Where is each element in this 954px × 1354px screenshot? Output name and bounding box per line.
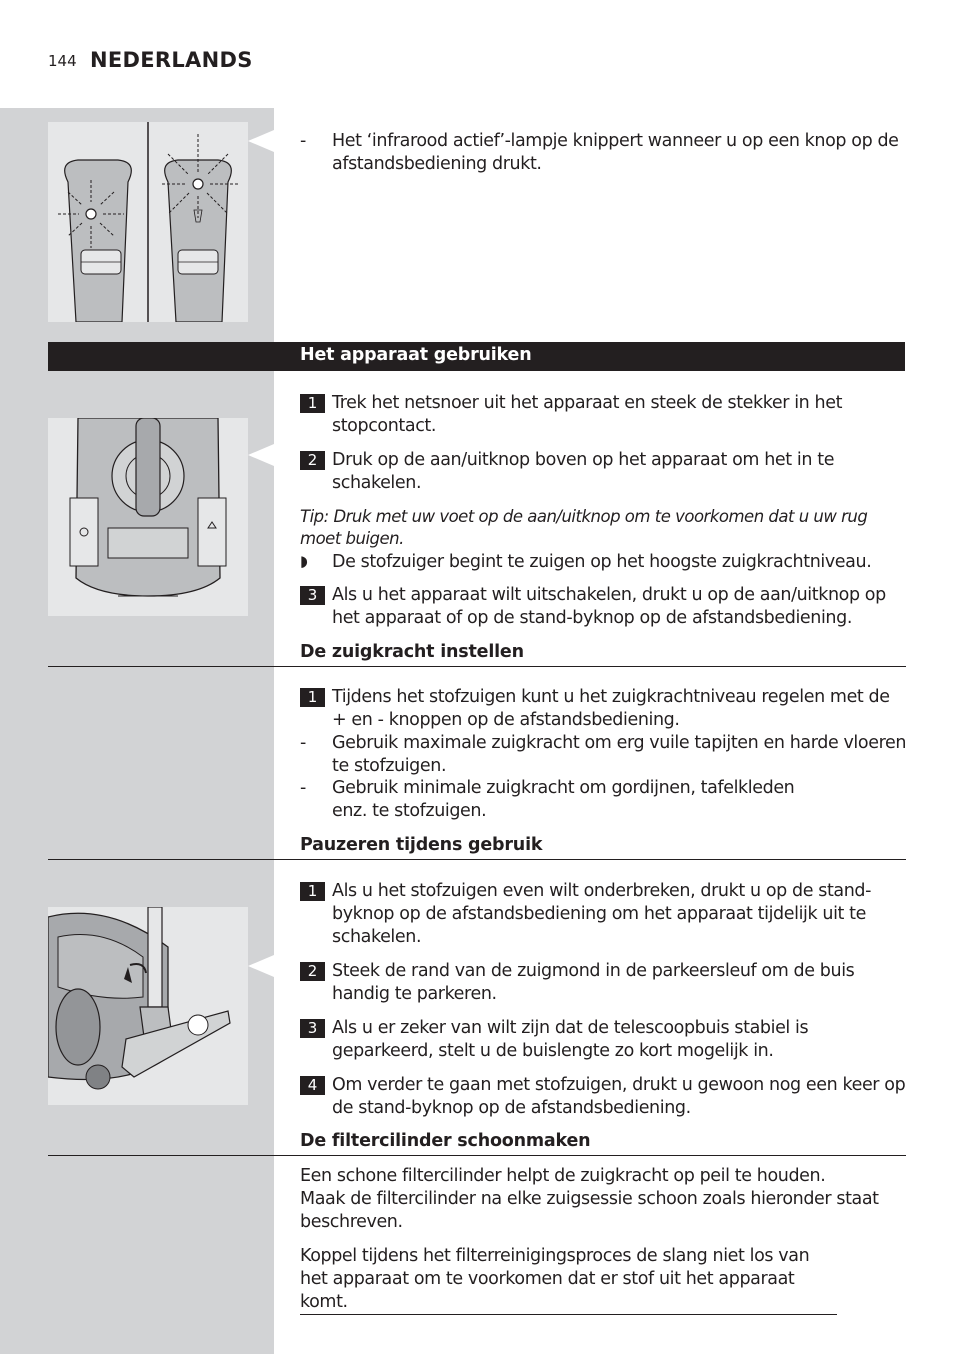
step-text: Trek het netsnoer uit het apparaat en steek de stekker in het stopcontact. (332, 393, 843, 436)
result-text: De stofzuiger begint te zuigen op het hoogste zuigkrachtniveau. (332, 552, 872, 572)
bullet-dash: - (300, 131, 306, 151)
section-title-use: Het apparaat gebruiken (300, 345, 532, 365)
step-number: 1 (300, 394, 325, 413)
step-text: Als u er zeker van wilt zijn dat de telescoopbuis stabiel is geparkeerd, stelt u de buislengte zo kort mogelijk in. (332, 1018, 809, 1061)
step-text: Druk op de aan/uitknop boven op het apparaat om het in te schakelen. (332, 450, 835, 493)
section-divider (48, 859, 906, 860)
result-marker-icon: ◗ (300, 552, 308, 570)
tube-parking-illustration (48, 907, 248, 1105)
step-number: 3 (300, 1019, 325, 1038)
step-text: Om verder te gaan met stofzuigen, drukt u gewoon nog een keer op de stand-byknop op de afstandsbediening. (332, 1075, 906, 1118)
filter-paragraph: Een schone filtercilinder helpt de zuigkracht op peil te houden. (300, 1166, 826, 1186)
step-number: 1 (300, 882, 325, 901)
step-number: 1 (300, 688, 325, 707)
section-bar-use (48, 342, 905, 371)
section-title-pause: Pauzeren tijdens gebruik (300, 835, 543, 855)
step-text: Als u het stofzuigen even wilt onderbreken, drukt u op de stand-byknop op de afstandsbediening om het apparaat tijdelijk uit te schakelen. (332, 881, 872, 947)
language-heading: NEDERLANDS (90, 48, 253, 72)
remote-control-illustration (48, 122, 248, 322)
step-text: Als u het apparaat wilt uitschakelen, drukt u op de aan/uitknop op het apparaat of op de stand-byknop op de afstandsbediening. (332, 585, 886, 628)
filter-paragraph: Maak de filtercilinder na elke zuigsessie schoon zoals hieronder staat beschreven. (300, 1189, 879, 1232)
bullet-dash: - (300, 733, 306, 753)
section-title-filter: De filtercilinder schoonmaken (300, 1131, 591, 1151)
figure-pointer (248, 955, 274, 977)
figure-pointer (248, 130, 274, 152)
page-number: 144 (48, 52, 77, 70)
step-number: 4 (300, 1076, 325, 1095)
step-text: Tijdens het stofzuigen kunt u het zuigkrachtniveau regelen met de + en - knoppen op de afstandsbediening. (332, 687, 890, 730)
step-number: 3 (300, 586, 325, 605)
intro-bullet-text: Het ‘infrarood actief’-lampje knippert wanneer u op een knop op de afstandsbediening drukt. (332, 131, 899, 174)
figure-pointer (248, 444, 274, 466)
step-number: 2 (300, 962, 325, 981)
bullet-dash: - (300, 778, 306, 798)
filter-warning (300, 1245, 837, 1315)
warning-text: Koppel tijdens het filterreinigingsproces de slang niet los van het apparaat om te voorkomen dat er stof uit het apparaat komt. (300, 1245, 837, 1315)
section-divider (48, 666, 906, 667)
step-text: Steek de rand van de zuigmond in de parkeersleuf om de buis handig te parkeren. (332, 961, 855, 1004)
section-title-suction: De zuigkracht instellen (300, 642, 524, 662)
tip-text: Tip: Druk met uw voet op de aan/uitknop om te voorkomen dat u uw rug moet buigen. (300, 507, 868, 548)
bullet-text: Gebruik maximale zuigkracht om erg vuile tapijten en harde vloeren te stofzuigen. (332, 733, 907, 776)
bullet-text: Gebruik minimale zuigkracht om gordijnen, tafelkleden enz. te stofzuigen. (332, 778, 795, 821)
section-divider (48, 1155, 906, 1156)
step-number: 2 (300, 451, 325, 470)
appliance-top-illustration (48, 418, 248, 616)
